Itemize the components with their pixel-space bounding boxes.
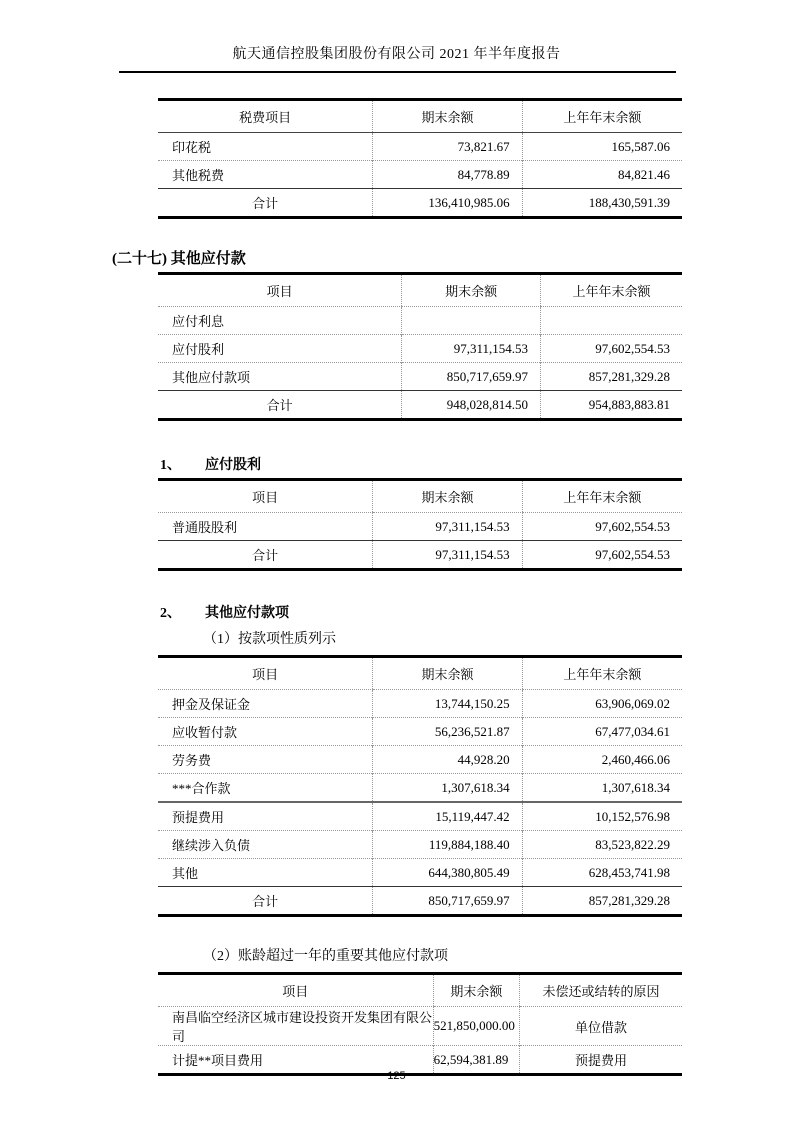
table-cell: 188,430,591.39 [522,189,682,218]
table-row [158,831,682,859]
column-header: 上年年末余额 [522,100,682,133]
heading-label: 其他应付款项 [205,606,289,621]
table-row [158,161,682,189]
table-cell: 单位借款 [520,1007,682,1046]
table-cell: 应付利息 [172,314,225,329]
table-cell: 继续涉入负债 [158,831,373,859]
heading-number: 2、 [160,606,181,621]
table-row [158,718,682,746]
table-cell: 预提费用 [520,1046,682,1075]
table-cell: 56,236,521.87 [373,718,522,746]
table-row [158,746,682,774]
table-row [158,363,682,391]
column-header: 项目 [158,480,373,513]
table-cell: 97,602,554.53 [522,513,682,541]
table-cell: 628,453,741.98 [522,859,682,887]
table-cell: 83,523,822.29 [522,831,682,859]
table-cell: 预提费用 [158,802,373,831]
table-cell: 850,717,659.97 [373,887,522,916]
table-cell: 1,307,618.34 [373,774,522,803]
table-cell: 应收暂付款 [158,718,373,746]
table-cell: 97,602,554.53 [522,541,682,570]
heading-number: 1、 [160,458,181,473]
table-cell: ***合作款 [158,774,373,803]
table-row [158,133,682,161]
column-header: 期末余额 [373,100,522,133]
column-header: 上年年末余额 [541,274,682,307]
header-rule [119,71,676,73]
table-cell: 948,028,814.50 [402,391,541,420]
table-cell: 15,119,447.42 [373,802,522,831]
column-header: 项目 [158,274,402,307]
subheading-by-nature: （1）按款项性质列示 [203,632,336,647]
table-cell: 押金及保证金 [172,697,251,712]
page-number: 125 [387,1070,406,1082]
table-cell: 2,460,466.06 [522,746,682,774]
table-cell: 计提**项目费用 [158,1046,433,1075]
page-title: 航天通信控股集团股份有限公司 2021 年半年度报告 [232,47,561,62]
table-cell: 其他应付款项 [158,363,402,391]
table-row [158,859,682,887]
table-header-row [158,974,682,1007]
subsection-heading-dividends [160,457,793,475]
column-header: 税费项目 [158,100,373,133]
column-header: 期末余额 [402,274,541,307]
table-row [158,1007,682,1046]
table-cell: 合计 [158,391,402,420]
table-cell: 其他 [158,859,373,887]
table-cell: 62,594,381.89 [433,1046,519,1075]
subsection-heading-other-payable-items [160,605,793,623]
table-cell: 857,281,329.28 [522,887,682,916]
table-cell: 劳务费 [158,746,373,774]
dividends-table [158,478,682,571]
column-header: 期末余额 [373,480,522,513]
table-cell: 84,821.46 [522,161,682,189]
table-row [158,690,682,718]
table-cell: 合计 [158,189,373,218]
table-total-row [158,887,682,916]
column-header: 项目 [158,974,433,1007]
aged-payables-table [158,972,682,1076]
column-header: 上年年末余额 [522,657,682,690]
heading-label: 应付股利 [205,458,261,473]
table-row [158,335,682,363]
table-cell: 普通股股利 [172,520,238,535]
section-heading-other-payables: (二十七) 其他应付款 [112,251,246,267]
table-cell: 73,821.67 [373,133,522,161]
page-header [0,0,793,73]
table-total-row [158,391,682,420]
table-cell: 84,778.89 [373,161,522,189]
table-row [158,307,682,335]
table-cell [541,307,682,335]
subheading-aged-over-one-year: （2）账龄超过一年的重要其他应付款项 [203,949,448,964]
table-row [158,513,682,541]
table-cell: 850,717,659.97 [402,363,541,391]
table-cell: 南昌临空经济区城市建设投资开发集团有限公司 [172,1010,433,1044]
other-payables-table [158,272,682,421]
table-header-row [158,480,682,513]
table-cell: 97,311,154.53 [373,541,522,570]
column-header: 项目 [158,657,373,690]
table-cell: 67,477,034.61 [522,718,682,746]
table-cell: 1,307,618.34 [522,774,682,803]
table-cell: 44,928.20 [373,746,522,774]
table-cell: 136,410,985.06 [373,189,522,218]
table-cell: 应付股利 [158,335,402,363]
table-total-row [158,541,682,570]
table-cell: 97,311,154.53 [373,513,522,541]
column-header: 期末余额 [373,657,522,690]
table-cell: 644,380,805.49 [373,859,522,887]
table-cell: 165,587.06 [522,133,682,161]
table-cell: 63,906,069.02 [522,690,682,718]
table-cell: 印花税 [172,140,212,155]
table-cell: 10,152,576.98 [522,802,682,831]
table-header-row [158,100,682,133]
table-cell: 合计 [158,541,373,570]
tax-items-table [158,98,682,219]
table-cell: 13,744,150.25 [373,690,522,718]
table-row [158,802,682,831]
table-cell: 其他税费 [158,161,373,189]
by-nature-table [158,655,682,917]
table-row [158,774,682,803]
column-header: 期末余额 [433,974,519,1007]
table-header-row [158,274,682,307]
column-header: 未偿还或结转的原因 [520,974,682,1007]
table-cell: 合计 [158,887,373,916]
table-cell: 97,311,154.53 [402,335,541,363]
table-cell: 857,281,329.28 [541,363,682,391]
table-header-row [158,657,682,690]
table-cell: 119,884,188.40 [373,831,522,859]
table-cell [402,307,541,335]
table-cell: 97,602,554.53 [541,335,682,363]
column-header: 上年年末余额 [522,480,682,513]
table-cell: 521,850,000.00 [433,1007,519,1046]
table-cell: 954,883,883.81 [541,391,682,420]
table-total-row [158,189,682,218]
